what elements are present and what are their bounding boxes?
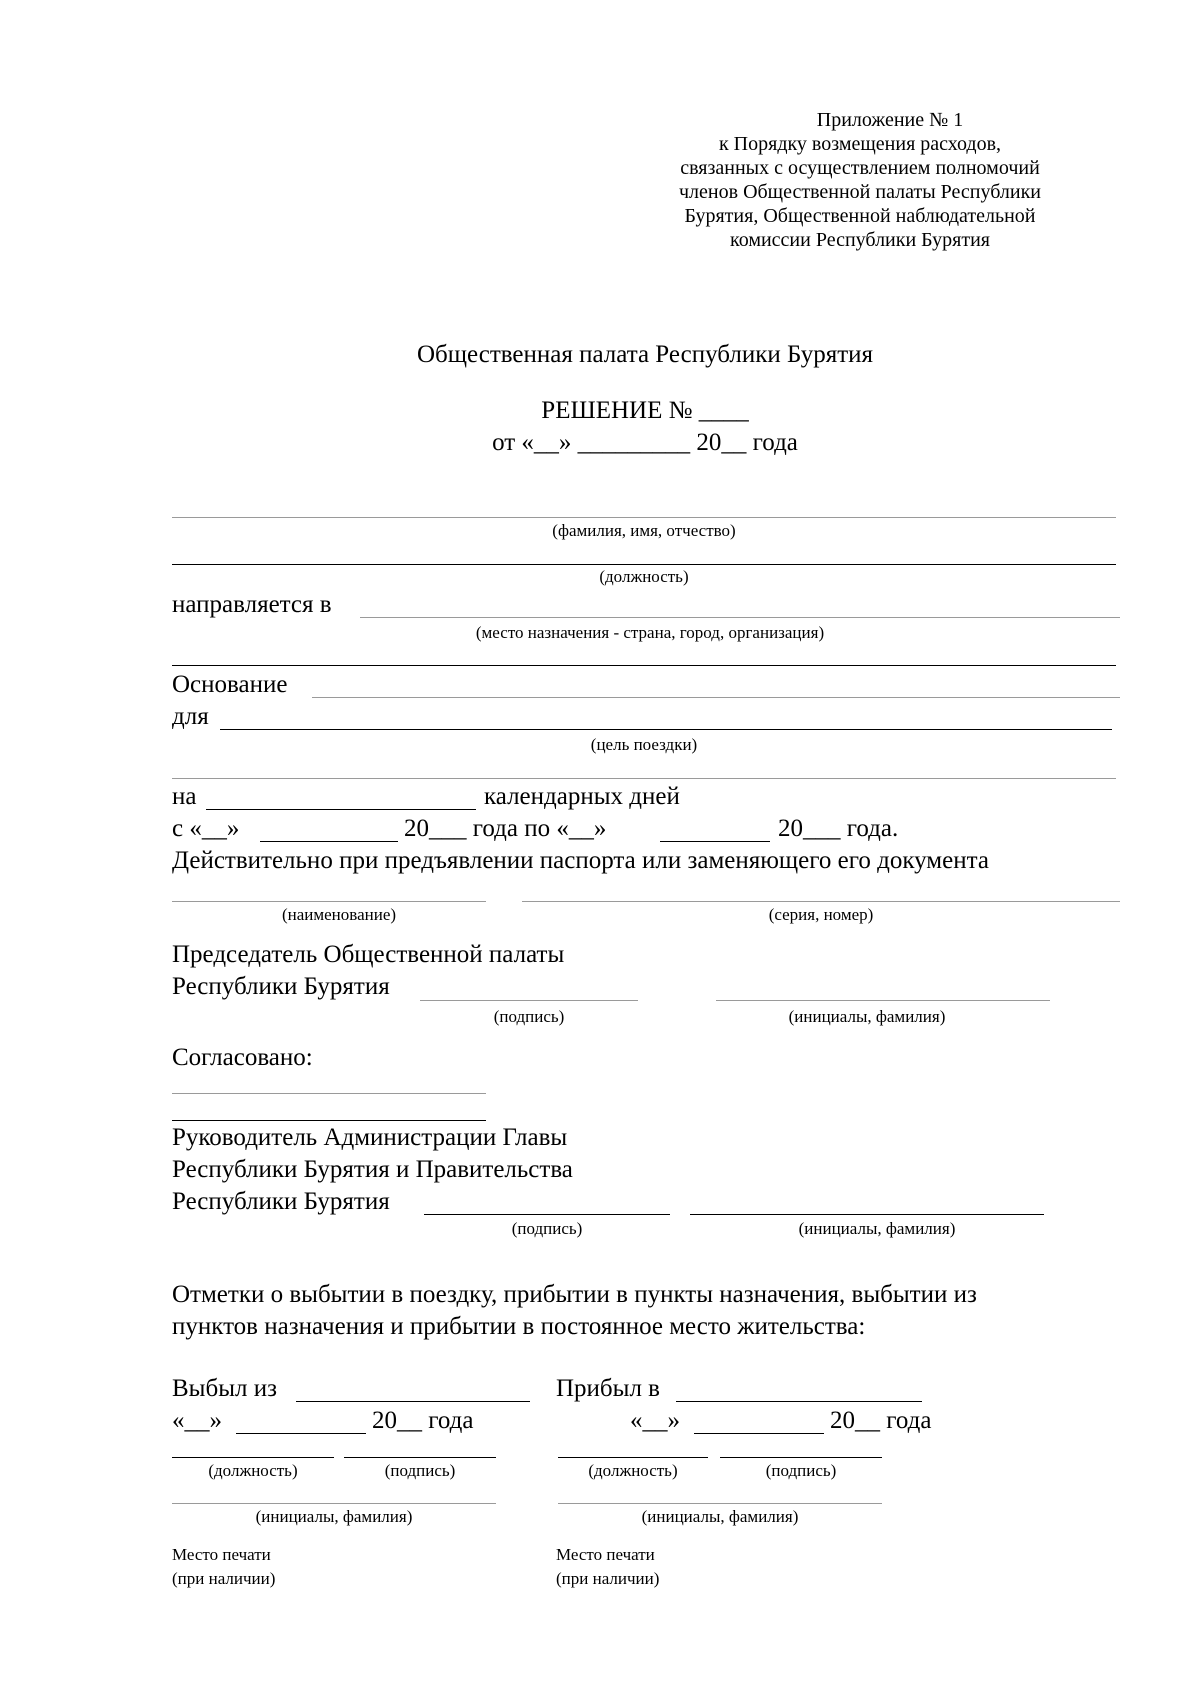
marks-line2: пунктов назначения и прибытии в постоянное место жительства: bbox=[172, 1313, 866, 1340]
arrival-label: Прибыл в bbox=[556, 1375, 660, 1402]
decision-date: от «__» _________ 20__ года bbox=[492, 429, 798, 456]
arrival-position-caption: (должность) bbox=[588, 1461, 678, 1480]
org-title: Общественная палата Республики Бурятия bbox=[416, 341, 874, 368]
departure-sign-caption: (подпись) bbox=[384, 1461, 456, 1480]
marks-line1: Отметки о выбытии в поездку, прибытии в пункты назначения, выбытии из bbox=[172, 1281, 977, 1308]
basis-label: Основание bbox=[172, 671, 288, 698]
valid-text: Действительно при предъявлении паспорта или заменяющего его документа bbox=[172, 847, 989, 874]
admin-name-caption: (инициалы, фамилия) bbox=[798, 1219, 956, 1238]
destination-field-continued[interactable] bbox=[172, 665, 1116, 666]
departure-name-field[interactable] bbox=[172, 1503, 496, 1504]
arrival-position-field[interactable] bbox=[558, 1457, 708, 1458]
doc-series-caption: (серия, номер) bbox=[768, 905, 874, 924]
period-to-month[interactable] bbox=[660, 841, 770, 842]
period-year1: 20___ года по «__» bbox=[404, 815, 607, 842]
basis-field[interactable] bbox=[312, 697, 1120, 698]
admin-head-line2: Республики Бурятия и Правительства bbox=[172, 1156, 573, 1183]
fio-caption: (фамилия, имя, отчество) bbox=[552, 521, 736, 540]
position-caption: (должность) bbox=[599, 567, 689, 586]
agreed-field-2[interactable] bbox=[172, 1120, 486, 1121]
departure-position-field[interactable] bbox=[172, 1457, 334, 1458]
agreed-label: Согласовано: bbox=[172, 1044, 313, 1071]
for-label: для bbox=[172, 703, 209, 730]
admin-name-field[interactable] bbox=[690, 1214, 1044, 1215]
chairman-line1: Председатель Общественной палаты bbox=[172, 941, 565, 968]
days-field[interactable] bbox=[206, 809, 476, 810]
chairman-line2: Республики Бурятия bbox=[172, 973, 390, 1000]
departure-date-prefix: «__» bbox=[172, 1407, 222, 1434]
chairman-sign-caption: (подпись) bbox=[493, 1007, 565, 1026]
arrival-sign-caption: (подпись) bbox=[765, 1461, 837, 1480]
departure-month-field[interactable] bbox=[236, 1433, 366, 1434]
arrival-date-suffix: 20__ года bbox=[830, 1407, 932, 1434]
departure-stamp-line1: Место печати bbox=[172, 1545, 271, 1564]
purpose-caption: (цель поездки) bbox=[590, 735, 698, 754]
decision-title: РЕШЕНИЕ № ____ bbox=[541, 397, 749, 424]
arrival-name-field[interactable] bbox=[558, 1503, 882, 1504]
purpose-field[interactable] bbox=[220, 729, 1112, 730]
appendix-line: к Порядку возмещения расходов, bbox=[718, 133, 1002, 155]
days-suffix: календарных дней bbox=[484, 783, 680, 810]
agreed-field-1[interactable] bbox=[172, 1093, 486, 1094]
period-year2: 20___ года. bbox=[778, 815, 899, 842]
chairman-sign-field[interactable] bbox=[420, 1000, 638, 1001]
departure-name-caption: (инициалы, фамилия) bbox=[255, 1507, 413, 1526]
arrival-sign-field[interactable] bbox=[720, 1457, 882, 1458]
fio-field[interactable] bbox=[172, 517, 1116, 518]
arrival-stamp-line1: Место печати bbox=[556, 1545, 655, 1564]
position-field[interactable] bbox=[172, 564, 1116, 565]
purpose-field-continued[interactable] bbox=[172, 778, 1116, 779]
admin-head-line3: Республики Бурятия bbox=[172, 1188, 390, 1215]
appendix-line: Приложение № 1 bbox=[816, 109, 964, 131]
appendix-line: комиссии Республики Бурятия bbox=[730, 229, 990, 251]
departure-stamp-line2: (при наличии) bbox=[172, 1569, 276, 1588]
destination-caption: (место назначения - страна, город, организация) bbox=[475, 623, 825, 642]
admin-sign-field[interactable] bbox=[424, 1214, 670, 1215]
appendix-line: членов Общественной палаты Республики bbox=[679, 181, 1041, 203]
departure-place-field[interactable] bbox=[296, 1401, 530, 1402]
doc-series-field[interactable] bbox=[522, 901, 1120, 902]
admin-head-line1: Руководитель Администрации Главы bbox=[172, 1124, 568, 1151]
departure-date-suffix: 20__ года bbox=[372, 1407, 474, 1434]
arrival-place-field[interactable] bbox=[676, 1401, 922, 1402]
departure-sign-field[interactable] bbox=[344, 1457, 496, 1458]
departure-position-caption: (должность) bbox=[208, 1461, 298, 1480]
arrival-name-caption: (инициалы, фамилия) bbox=[641, 1507, 799, 1526]
appendix-line: Бурятия, Общественной наблюдательной bbox=[684, 205, 1036, 227]
chairman-name-field[interactable] bbox=[716, 1000, 1050, 1001]
arrival-date-prefix: «__» bbox=[630, 1407, 680, 1434]
destination-field[interactable] bbox=[360, 617, 1120, 618]
doc-name-caption: (наименование) bbox=[281, 905, 397, 924]
period-from: с «__» bbox=[172, 815, 240, 842]
departure-label: Выбыл из bbox=[172, 1375, 277, 1402]
sent-to-label: направляется в bbox=[172, 591, 332, 618]
period-from-month[interactable] bbox=[260, 841, 398, 842]
days-prefix: на bbox=[172, 783, 197, 810]
admin-sign-caption: (подпись) bbox=[511, 1219, 583, 1238]
arrival-stamp-line2: (при наличии) bbox=[556, 1569, 660, 1588]
chairman-name-caption: (инициалы, фамилия) bbox=[788, 1007, 946, 1026]
arrival-month-field[interactable] bbox=[694, 1433, 824, 1434]
appendix-block bbox=[620, 108, 1100, 252]
doc-name-field[interactable] bbox=[172, 901, 486, 902]
appendix-line: связанных с осуществлением полномочий bbox=[680, 157, 1040, 179]
